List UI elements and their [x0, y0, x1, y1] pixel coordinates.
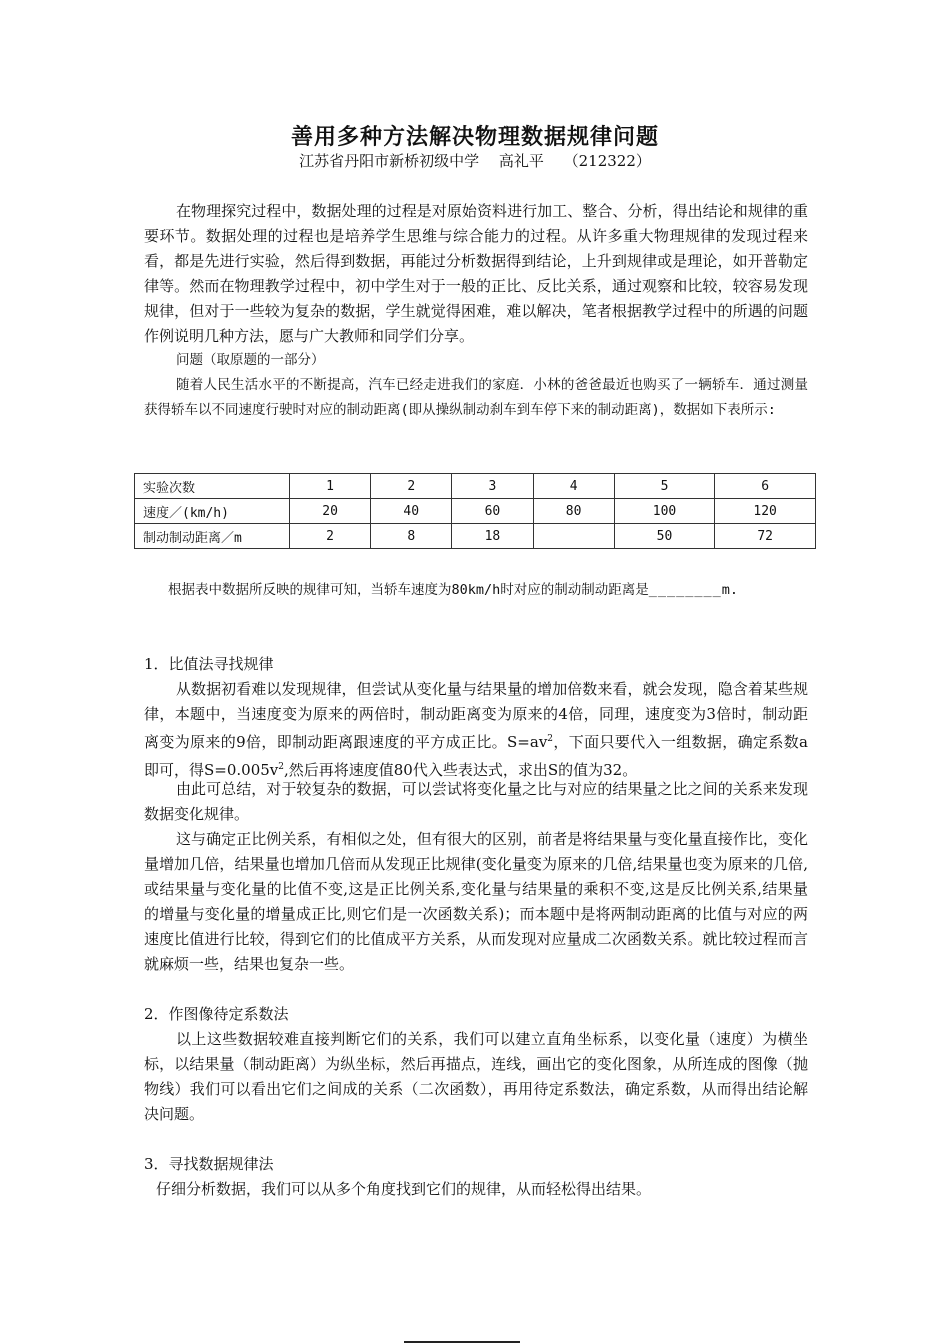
section-1-paragraph-1	[144, 677, 808, 783]
problem-text: 随着人民生活水平的不断提高，汽车已经走进我们的家庭．小林的爸爸最近也购买了一辆轿车．通过测量获得轿车以不同速度行驶时对应的制动距离(即从操纵制动刹车到车停下来的制动距离)，数据如下表所示:	[144, 377, 808, 418]
table-row	[135, 499, 816, 524]
table-cell: 6	[715, 474, 816, 499]
section-3-paragraph-1: 仔细分析数据，我们可以从多个角度找到它们的规律，从而轻松得出结果。	[156, 1180, 652, 1198]
author-line: 江苏省丹阳市新桥初级中学 高礼平 （212322）	[299, 152, 651, 170]
table-row-label: 速度／(km/h)	[135, 499, 290, 524]
table-cell: 20	[290, 499, 371, 524]
table-cell: 2	[371, 474, 452, 499]
table-cell: 72	[715, 524, 816, 549]
table-cell: 1	[290, 474, 371, 499]
table-cell: 40	[371, 499, 452, 524]
table-cell: 60	[452, 499, 533, 524]
section-2-paragraph-1: 以上这些数据较难直接判断它们的关系，我们可以建立直角坐标系，以变化量（速度）为横坐标，以结果量（制动距离）为纵坐标，然后再描点，连线，画出它的变化图象，从所连成的图像（抛物线）我们可以看出它们之间成的关系（二次函数），再用待定系数法，确定系数，从而得出结论解决问题。	[144, 1030, 808, 1123]
footer-rule	[404, 1341, 520, 1343]
table-row	[135, 474, 816, 499]
table-cell: 5	[614, 474, 715, 499]
question-text: 根据表中数据所反映的规律可知，当轿车速度为80km/h时对应的制动制动距离是	[168, 582, 649, 598]
section-1-heading: 1．比值法寻找规律	[144, 655, 274, 673]
table-cell: 100	[614, 499, 715, 524]
section-1-paragraph-3: 这与确定正比例关系，有相似之处，但有很大的区别，前者是将结果量与变化量直接作比，变化量增加几倍，结果量也增加几倍而从发现正比规律(变化量变为原来的几倍,结果量也变为原来的几倍,或结果量与变化量的比值不变,这是正比例关系,变化量与结果量的乘积不变,这是反比例关系,结果量的增量与变化量的增量成正比,则它们是一次函数关系)；而本题中是将两制动距离的比值与对应的两速度比值进行比较，得到它们的比值成平方关系，从而发现对应量成二次函数关系。就比较过程而言就麻烦一些，结果也复杂一些。	[144, 830, 808, 973]
section-1-paragraph-2: 由此可总结，对于较复杂的数据，可以尝试将变化量之比与对应的结果量之比之间的关系来发现数据变化规律。	[144, 780, 808, 823]
table-row-label: 实验次数	[135, 474, 290, 499]
superscript-2: 2	[278, 762, 284, 772]
table-cell: 2	[290, 524, 371, 549]
table-cell: 120	[715, 499, 816, 524]
table-cell: 3	[452, 474, 533, 499]
s1-text-a: 从数据初看难以发现规律，但尝试从变化量与结果量的增加倍数来看，就会发现，隐含着某些规律，本题中，当速度变为原来的两倍时，制动距离变为原来的4倍，同理，速度变为3倍时，制动距离变为原来的9倍，即制动距离跟速度的平方成正比。S=av	[144, 680, 808, 751]
section-2-heading: 2．作图像待定系数法	[144, 1005, 289, 1023]
s1-text-b: ，下面只要代入一组数据，确定系数a即可，得S=0.005v	[144, 733, 808, 779]
table-row	[135, 524, 816, 549]
section-3-heading: 3．寻找数据规律法	[144, 1155, 274, 1173]
table-cell: 4	[533, 474, 614, 499]
table-cell: 50	[614, 524, 715, 549]
table-cell: 8	[371, 524, 452, 549]
table-cell: 18	[452, 524, 533, 549]
table-cell: 80	[533, 499, 614, 524]
superscript-2: 2	[547, 734, 554, 744]
s1-text-c: ,然后再将速度值80代入些表达式，求出S的值为32。	[284, 761, 638, 779]
problem-heading: 问题（取原题的一部分）	[176, 352, 325, 368]
intro-paragraph: 在物理探究过程中，数据处理的过程是对原始资料进行加工、整合、分析，得出结论和规律的重要环节。数据处理的过程也是培养学生思维与综合能力的过程。从许多重大物理规律的发现过程来看，都是先进行实验，然后得到数据，再能过分析数据得到结论，上升到规律或是理论，如开普勒定律等。然而在物理教学过程中，初中学生对于一般的正比、反比关系，通过观察和比较，较容易发现规律，但对于一些较为复杂的数据，学生就觉得困难，难以解决，笔者根据教学过程中的所遇的问题作例说明几种方法，愿与广大教师和同学们分享。	[144, 202, 808, 345]
page-title: 善用多种方法解决物理数据规律问题	[290, 125, 659, 150]
answer-blank: ________	[648, 582, 722, 598]
question-unit: m.	[721, 582, 739, 598]
table-cell	[533, 524, 614, 549]
data-table	[134, 473, 816, 549]
table-row-label: 制动制动距离／m	[135, 524, 290, 549]
question-paragraph	[144, 578, 808, 603]
